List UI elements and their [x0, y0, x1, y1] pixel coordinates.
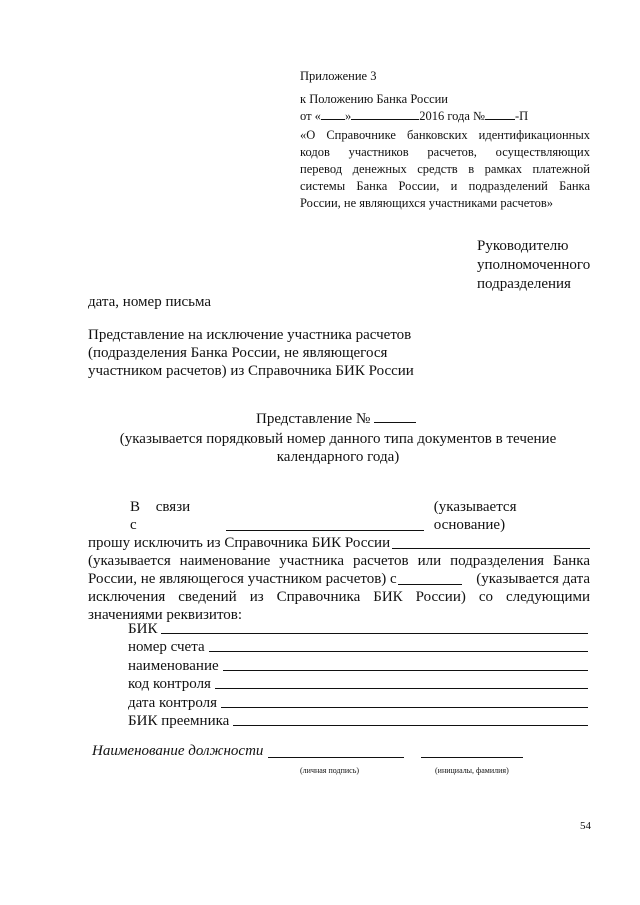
- document-heading: [256, 410, 416, 428]
- addressee-line: уполномоченного: [477, 257, 591, 273]
- addressee-line: подразделения: [477, 276, 571, 292]
- body-text: (указывается основание): [433, 499, 517, 533]
- addressee-line: Руководителю: [477, 238, 569, 254]
- from-year: 2016 года №: [419, 109, 485, 123]
- subject-line: Представление на исключение участника расчетов: [88, 327, 412, 343]
- signature-caption: (личная подпись): [300, 766, 360, 775]
- requisite-label: код контроля: [128, 676, 211, 692]
- heading-note: [88, 430, 588, 466]
- initials-line: [421, 757, 523, 758]
- requisite-row: [128, 675, 588, 694]
- body-line-1: [88, 498, 590, 534]
- from-suffix: -П: [514, 109, 529, 123]
- heading-note-line: (указывается порядковый номер данного типа документов в течение: [119, 431, 557, 447]
- page-number: 54: [580, 820, 591, 832]
- month-blank: [351, 119, 419, 120]
- body-line-4: [88, 570, 590, 588]
- letter-reference: дата, номер письма: [88, 294, 212, 310]
- quote-line: перевод денежных средств в рамках платежной: [300, 162, 590, 176]
- day-blank: [321, 119, 345, 120]
- heading-note-line: календарного года): [276, 449, 400, 465]
- date-blank: [398, 584, 462, 585]
- requisite-row: [128, 693, 588, 712]
- quote-line: системы Банка России, и подразделений Банка: [300, 179, 590, 193]
- body-text: России, не являющегося участником расчетов) с: [88, 571, 397, 587]
- position-title: Наименование должности: [92, 743, 264, 759]
- from-prefix: от «: [300, 109, 321, 123]
- heading-number-blank: [374, 422, 416, 423]
- from-mid: »: [344, 109, 352, 123]
- body-text: прошу исключить из Справочника БИК России: [88, 535, 391, 551]
- requisite-label: БИК: [128, 620, 158, 637]
- body-paragraph: [88, 498, 590, 624]
- requisite-row: [128, 656, 588, 675]
- requisite-label: дата контроля: [128, 694, 218, 711]
- requisite-label: номер счета: [128, 639, 205, 655]
- subject-block: [88, 326, 414, 380]
- subject-line: участником расчетов) из Справочника БИК России: [88, 363, 414, 379]
- appendix-from-line: [300, 108, 528, 125]
- body-line-2: [88, 534, 590, 552]
- requisite-blank: [233, 725, 588, 726]
- requisite-blank: [209, 651, 588, 652]
- appendix-regulation: к Положению Банка России: [300, 92, 448, 106]
- requisite-blank: [221, 707, 588, 708]
- initials-caption: (инициалы, фамилия): [435, 766, 509, 775]
- appendix-title: Приложение 3: [300, 69, 377, 83]
- requisite-label: БИК преемника: [128, 713, 230, 729]
- quote-line: России, не являющихся участниками расчетов»: [300, 196, 553, 210]
- signature-line: [268, 757, 404, 758]
- requisite-row: [128, 638, 588, 657]
- requisite-blank: [215, 688, 588, 689]
- requisite-blank: [161, 633, 588, 634]
- subject-line: (подразделения Банка России, не являющегося: [88, 345, 388, 361]
- reason-blank: [226, 530, 424, 531]
- quote-line: кодов участников расчетов, осуществляющих: [300, 145, 590, 159]
- body-line-5: исключения сведений из Справочника БИК России) со следующими: [88, 589, 590, 605]
- heading-title: Представление №: [256, 411, 371, 427]
- body-text: (указывается дата: [476, 571, 590, 587]
- requisite-blank: [223, 670, 588, 671]
- appendix-quote: [300, 127, 590, 212]
- requisite-row: [128, 712, 588, 731]
- requisite-row: [128, 619, 588, 638]
- number-blank: [485, 119, 515, 120]
- body-line-3: (указывается наименование участника расчетов или подразделения Банка: [88, 553, 590, 569]
- body-text: В связи с: [130, 499, 191, 533]
- participant-blank: [392, 548, 590, 549]
- requisites-list: [128, 619, 588, 730]
- requisite-label: наименование: [128, 657, 219, 674]
- body-line-6: значениями реквизитов:: [88, 607, 243, 623]
- quote-line: «О Справочнике банковских идентификационных: [300, 128, 590, 142]
- addressee-block: [477, 237, 590, 294]
